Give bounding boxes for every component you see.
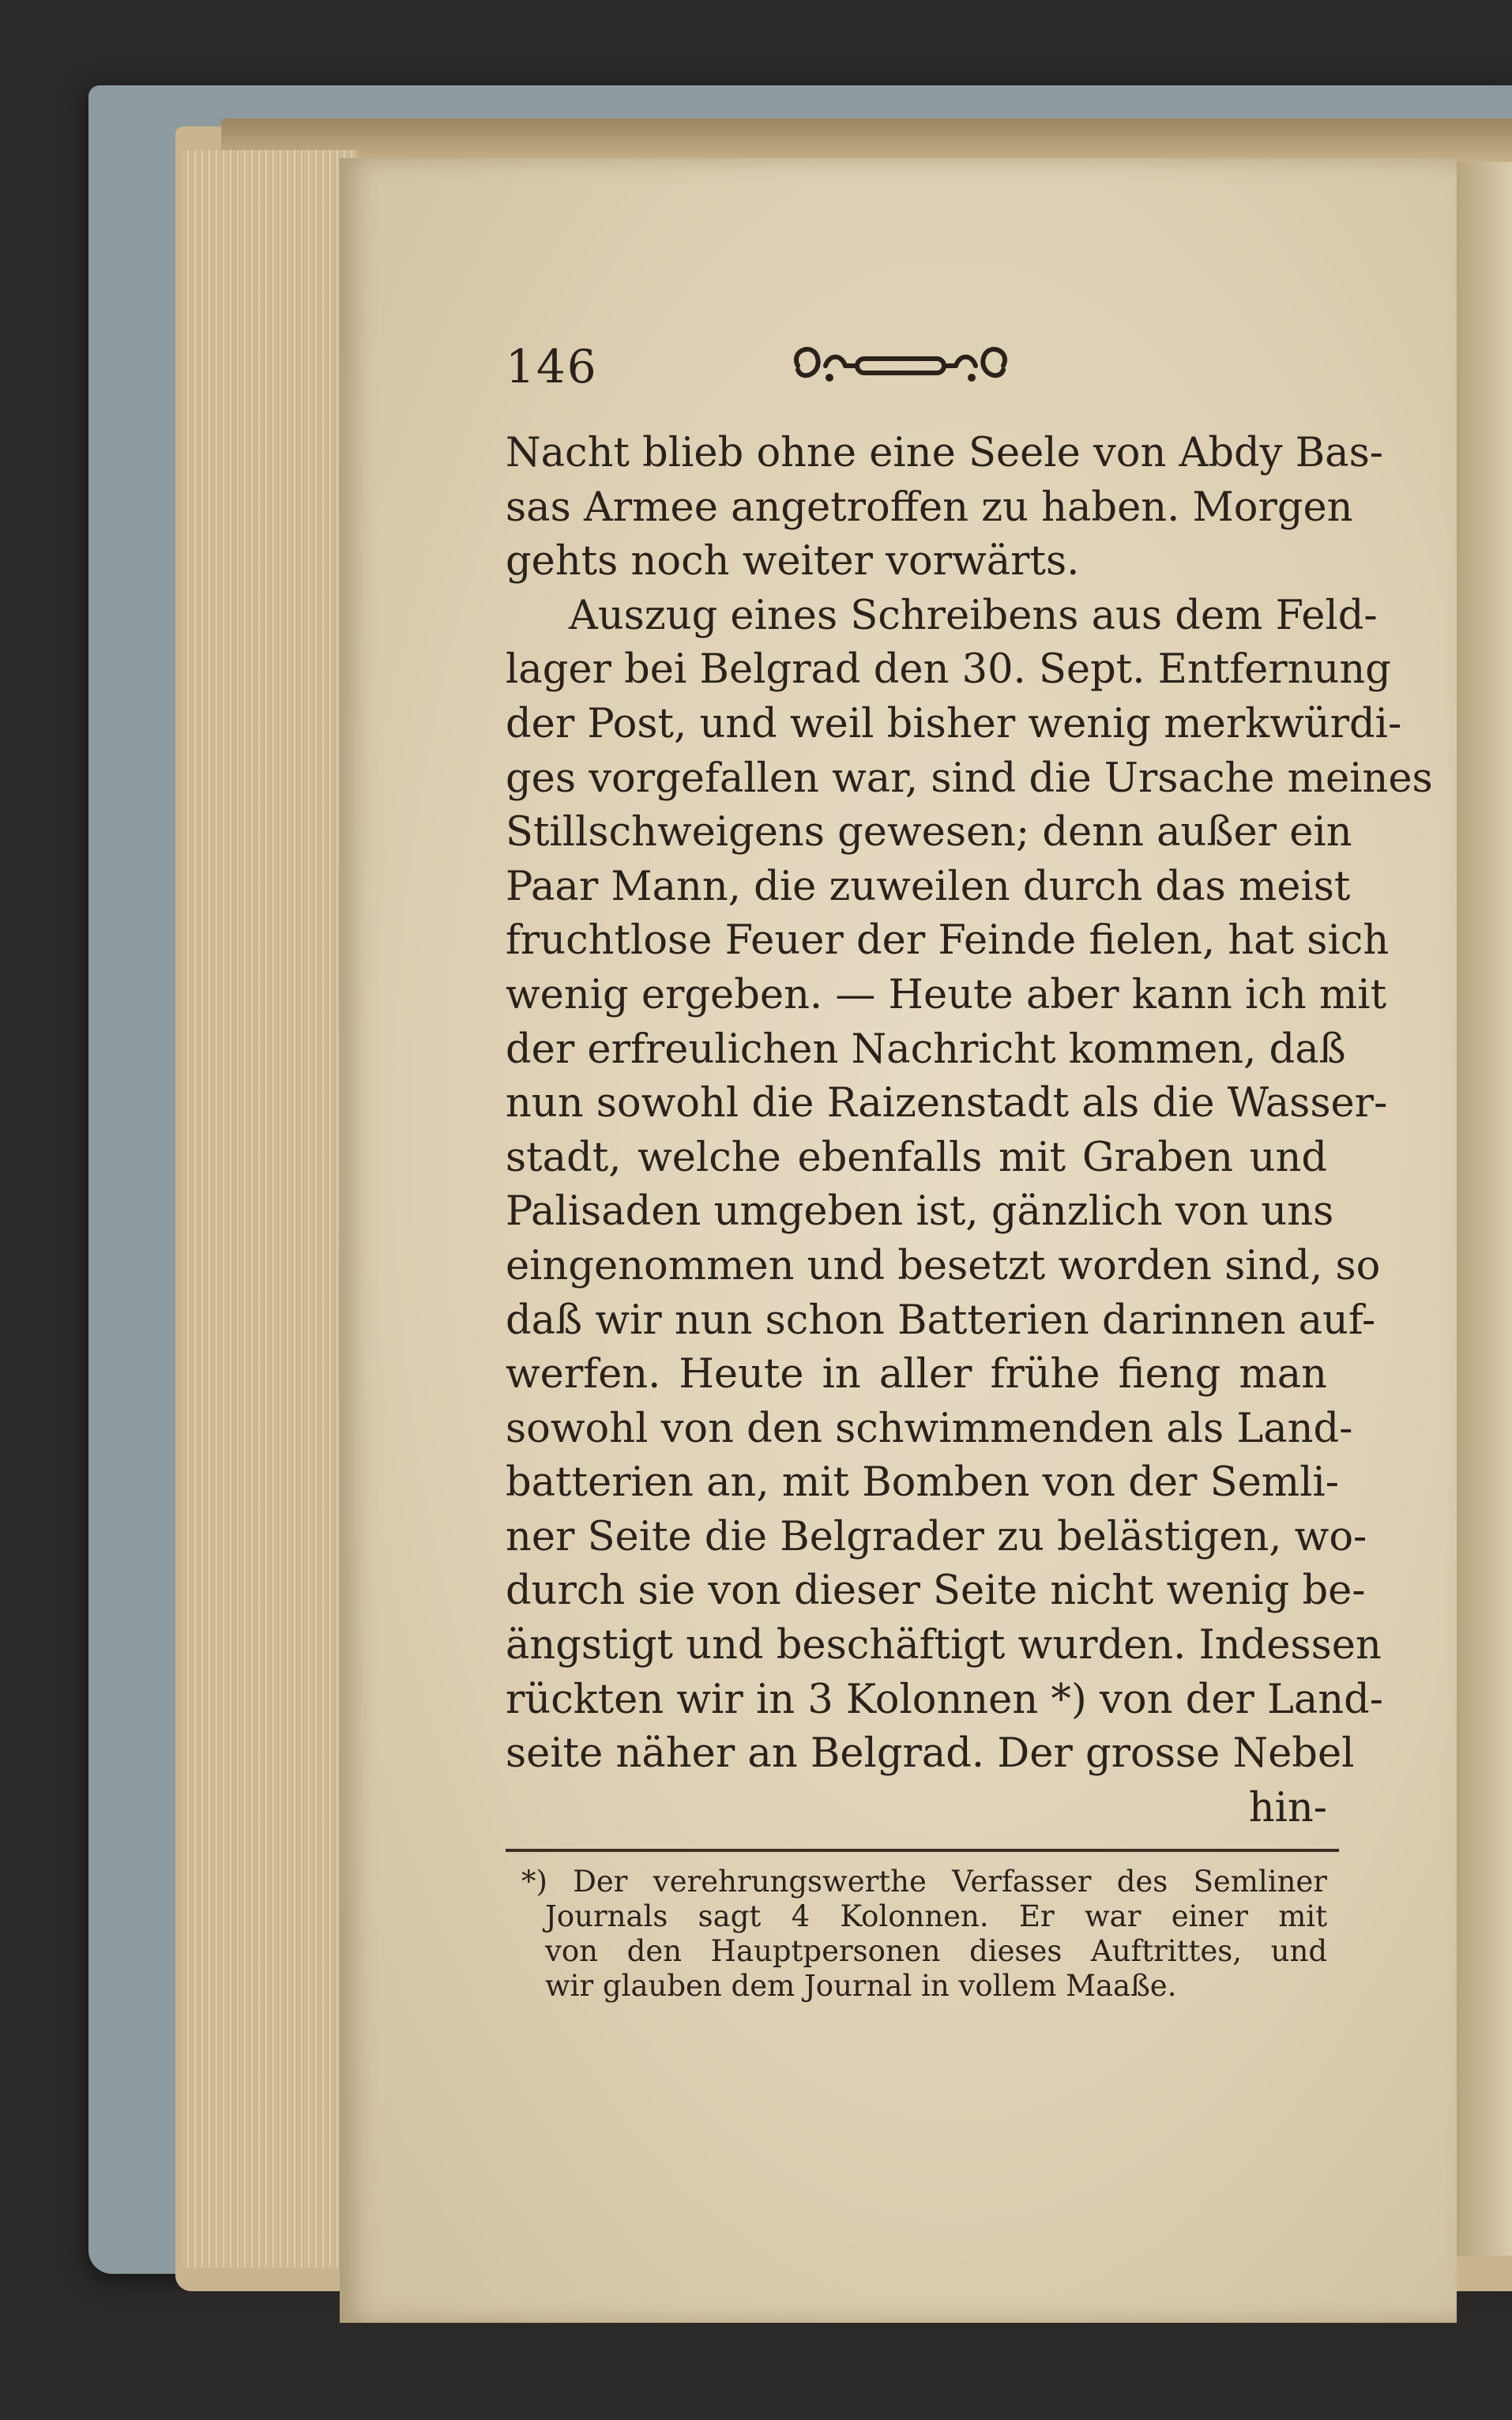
footnote: [521, 1865, 1327, 2004]
text-line: stadt, welche ebenfalls mit Graben und: [506, 1134, 1327, 1181]
text-line: der Post, und weil bisher wenig merkwürdi-: [506, 700, 1402, 747]
text-line: ängstigt und beschäftigt wurden. Indessen: [506, 1622, 1382, 1669]
text-line: daß wir nun schon Batterien darinnen auf-: [506, 1297, 1376, 1344]
text-line: sas Armee angetroffen zu haben. Morgen: [506, 484, 1353, 531]
text-line: ner Seite die Belgrader zu belästigen, wo-: [506, 1513, 1367, 1560]
text-line: Nacht blieb ohne eine Seele von Abdy Bas-: [506, 430, 1383, 476]
footnote-line: wir glauben dem Journal in vollem Maaße.: [545, 1969, 1177, 2003]
page-edges: [183, 150, 357, 2268]
text-line: ges vorgefallen war, sind die Ursache meines: [506, 755, 1433, 802]
text-line: seite näher an Belgrad. Der grosse Nebel: [506, 1730, 1355, 1778]
text-line: rückten wir in 3 Kolonnen *) von der Land-: [506, 1676, 1383, 1723]
page-number: 146: [506, 340, 598, 393]
footnote-line: von den Hauptpersonen dieses Auftrittes, und: [545, 1934, 1327, 1968]
text-line: gehts noch weiter vorwärts.: [506, 538, 1080, 585]
text-line: wenig ergeben. — Heute aber kann ich mit: [506, 971, 1387, 1018]
header-ornament-icon: [782, 338, 1019, 393]
text-line: werfen. Heute in aller frühe fieng man: [506, 1351, 1327, 1398]
body-text: [506, 427, 1433, 1835]
text-line: sowohl von den schwimmenden als Land-: [506, 1405, 1353, 1452]
text-line: nun sowohl die Raizenstadt als die Wasser-: [506, 1080, 1388, 1127]
next-page-edge: [1457, 162, 1512, 2256]
text-line: batterien an, mit Bomben von der Semli-: [506, 1459, 1339, 1507]
text-line: lager bei Belgrad den 30. Sept. Entfernung: [506, 646, 1391, 694]
footnote-line: *) Der verehrungswerthe Verfasser des Semliner: [521, 1865, 1327, 1899]
text-line: Stillschweigens gewesen; denn außer ein: [506, 809, 1352, 856]
footnote-line: Journals sagt 4 Kolonnen. Er war einer mit: [545, 1899, 1327, 1933]
text-line: fruchtlose Feuer der Feinde fielen, hat sich: [506, 917, 1390, 965]
text-line: Paar Mann, die zuweilen durch das meist: [506, 863, 1351, 910]
text-line: eingenommen und besetzt worden sind, so: [506, 1242, 1381, 1289]
text-line: Palisaden umgeben ist, gänzlich von uns: [506, 1188, 1334, 1236]
text-line: durch sie von dieser Seite nicht wenig be-: [506, 1568, 1366, 1615]
footnote-divider: [506, 1849, 1339, 1852]
text-line: der erfreulichen Nachricht kommen, daß: [506, 1026, 1346, 1073]
text-line: Auszug eines Schreibens aus dem Feld-: [569, 592, 1378, 639]
catchword: hin-: [1248, 1784, 1327, 1831]
